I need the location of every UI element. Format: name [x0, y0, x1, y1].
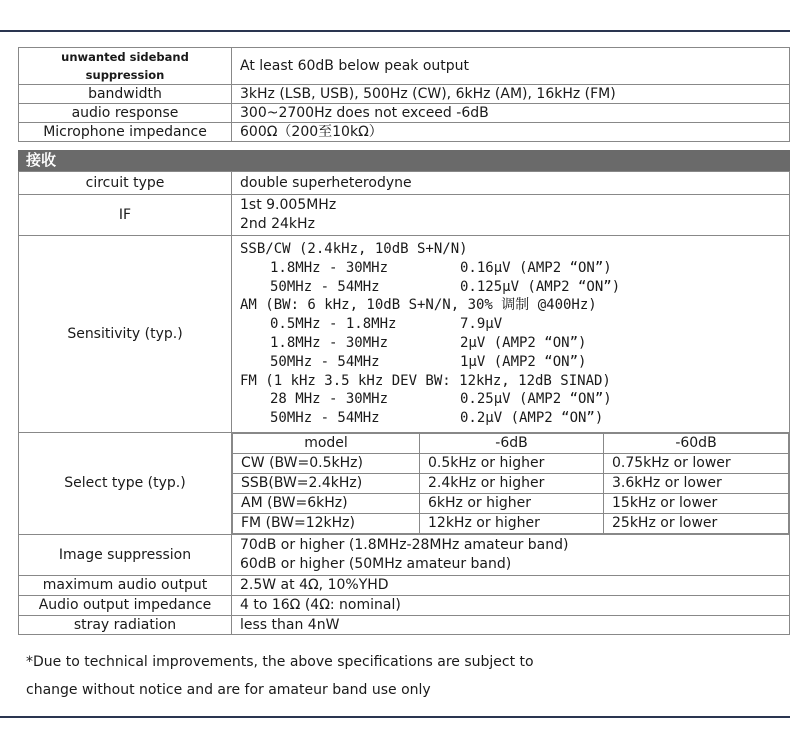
row-label: Image suppression — [19, 535, 232, 576]
table-cell: 2.4kHz or higher — [420, 474, 604, 494]
table-cell: 6kHz or higher — [420, 494, 604, 514]
row-value: At least 60dB below peak output — [232, 48, 790, 85]
table-row — [19, 172, 790, 195]
row-label: IF — [19, 195, 232, 236]
row-value — [232, 195, 790, 236]
table-row — [19, 48, 790, 85]
fm-heading: FM (1 kHz 3.5 kHz DEV BW: 12kHz, 12dB SINAD) — [240, 372, 611, 389]
section-header-receive: 接收 — [18, 150, 790, 171]
table-row — [19, 595, 790, 615]
ssb-heading: SSB/CW (2.4kHz, 10dB S+N/N) — [240, 241, 468, 258]
table-row — [19, 104, 790, 123]
row-value: less than 4nW — [232, 615, 790, 635]
table-cell: 25kHz or lower — [604, 514, 789, 534]
sensitivity-value — [232, 236, 790, 433]
list-item: 50MHz - 54MHz 0.125μV (AMP2 “ON”) — [270, 278, 621, 295]
select-type-table — [232, 433, 789, 534]
table-cell: 0.5kHz or higher — [420, 454, 604, 474]
table-row — [19, 535, 790, 576]
table-row — [233, 434, 789, 454]
table-row — [233, 474, 789, 494]
table-cell: 0.75kHz or lower — [604, 454, 789, 474]
row-label: maximum audio output — [19, 576, 232, 596]
row-value: 4 to 16Ω (4Ω: nominal) — [232, 595, 790, 615]
list-item: 1.8MHz - 30MHz 2μV (AMP2 “ON”) — [270, 335, 587, 351]
row-label: Microphone impedance — [19, 123, 232, 142]
table-row — [19, 195, 790, 236]
row-value: 600Ω（200至10kΩ） — [232, 123, 790, 142]
table-cell: 12kHz or higher — [420, 514, 604, 534]
row-value: double superheterodyne — [232, 172, 790, 195]
table-row — [19, 433, 790, 535]
table-cell: SSB(BW=2.4kHz) — [233, 474, 420, 494]
select-type-value — [232, 433, 790, 535]
footnote-line-2: change without notice and are for amateur band use only — [26, 682, 431, 698]
table-cell: 3.6kHz or lower — [604, 474, 789, 494]
table-row — [19, 123, 790, 142]
table-cell: AM (BW=6kHz) — [233, 494, 420, 514]
column-header: -6dB — [420, 434, 604, 454]
if-line-1: 1st 9.005MHz — [240, 197, 337, 214]
list-item: 50MHz - 54MHz 0.2μV (AMP2 “ON”) — [270, 410, 604, 427]
image-line-2: 60dB or higher (50MHz amateur band) — [240, 556, 512, 572]
table-cell: FM (BW=12kHz) — [233, 514, 420, 534]
table-row — [233, 494, 789, 514]
receive-spec-table — [18, 171, 790, 635]
row-value — [232, 535, 790, 576]
list-item: 1.8MHz - 30MHz 0.16μV (AMP2 “ON”) — [270, 259, 612, 276]
footnote-line-1: *Due to technical improvements, the above specifications are subject to — [26, 654, 534, 670]
list-item: 28 MHz - 30MHz 0.25μV (AMP2 “ON”) — [270, 391, 612, 408]
row-value: 300~2700Hz does not exceed -6dB — [232, 104, 790, 123]
column-header: -60dB — [604, 434, 789, 454]
row-label: bandwidth — [19, 85, 232, 104]
list-item: 50MHz - 54MHz 1μV (AMP2 “ON”) — [270, 353, 587, 370]
table-row — [19, 85, 790, 104]
bottom-divider — [0, 716, 790, 718]
image-line-1: 70dB or higher (1.8MHz-28MHz amateur band) — [240, 537, 569, 554]
table-row — [19, 576, 790, 596]
row-label: Sensitivity (typ.) — [19, 236, 232, 433]
transmit-spec-table — [18, 47, 790, 142]
row-label: Audio output impedance — [19, 595, 232, 615]
table-row — [19, 615, 790, 635]
table-row — [233, 514, 789, 534]
am-heading: AM (BW: 6 kHz, 10dB S+N/N, 30% 调制 @400Hz) — [240, 297, 597, 314]
row-label: stray radiation — [19, 615, 232, 635]
column-header: model — [233, 434, 420, 454]
table-cell: CW (BW=0.5kHz) — [233, 454, 420, 474]
table-row — [19, 236, 790, 433]
row-value: 2.5W at 4Ω, 10%YHD — [232, 576, 790, 596]
if-line-2: 2nd 24kHz — [240, 216, 315, 232]
table-cell: 15kHz or lower — [604, 494, 789, 514]
row-label: unwanted sideband suppression — [19, 48, 232, 85]
table-row — [233, 454, 789, 474]
row-label: Select type (typ.) — [19, 433, 232, 535]
row-label: circuit type — [19, 172, 232, 195]
list-item: 0.5MHz - 1.8MHz 7.9μV — [270, 316, 503, 333]
row-label: audio response — [19, 104, 232, 123]
top-divider — [0, 30, 790, 32]
row-value: 3kHz (LSB, USB), 500Hz (CW), 6kHz (AM), 16kHz (FM) — [232, 85, 790, 104]
